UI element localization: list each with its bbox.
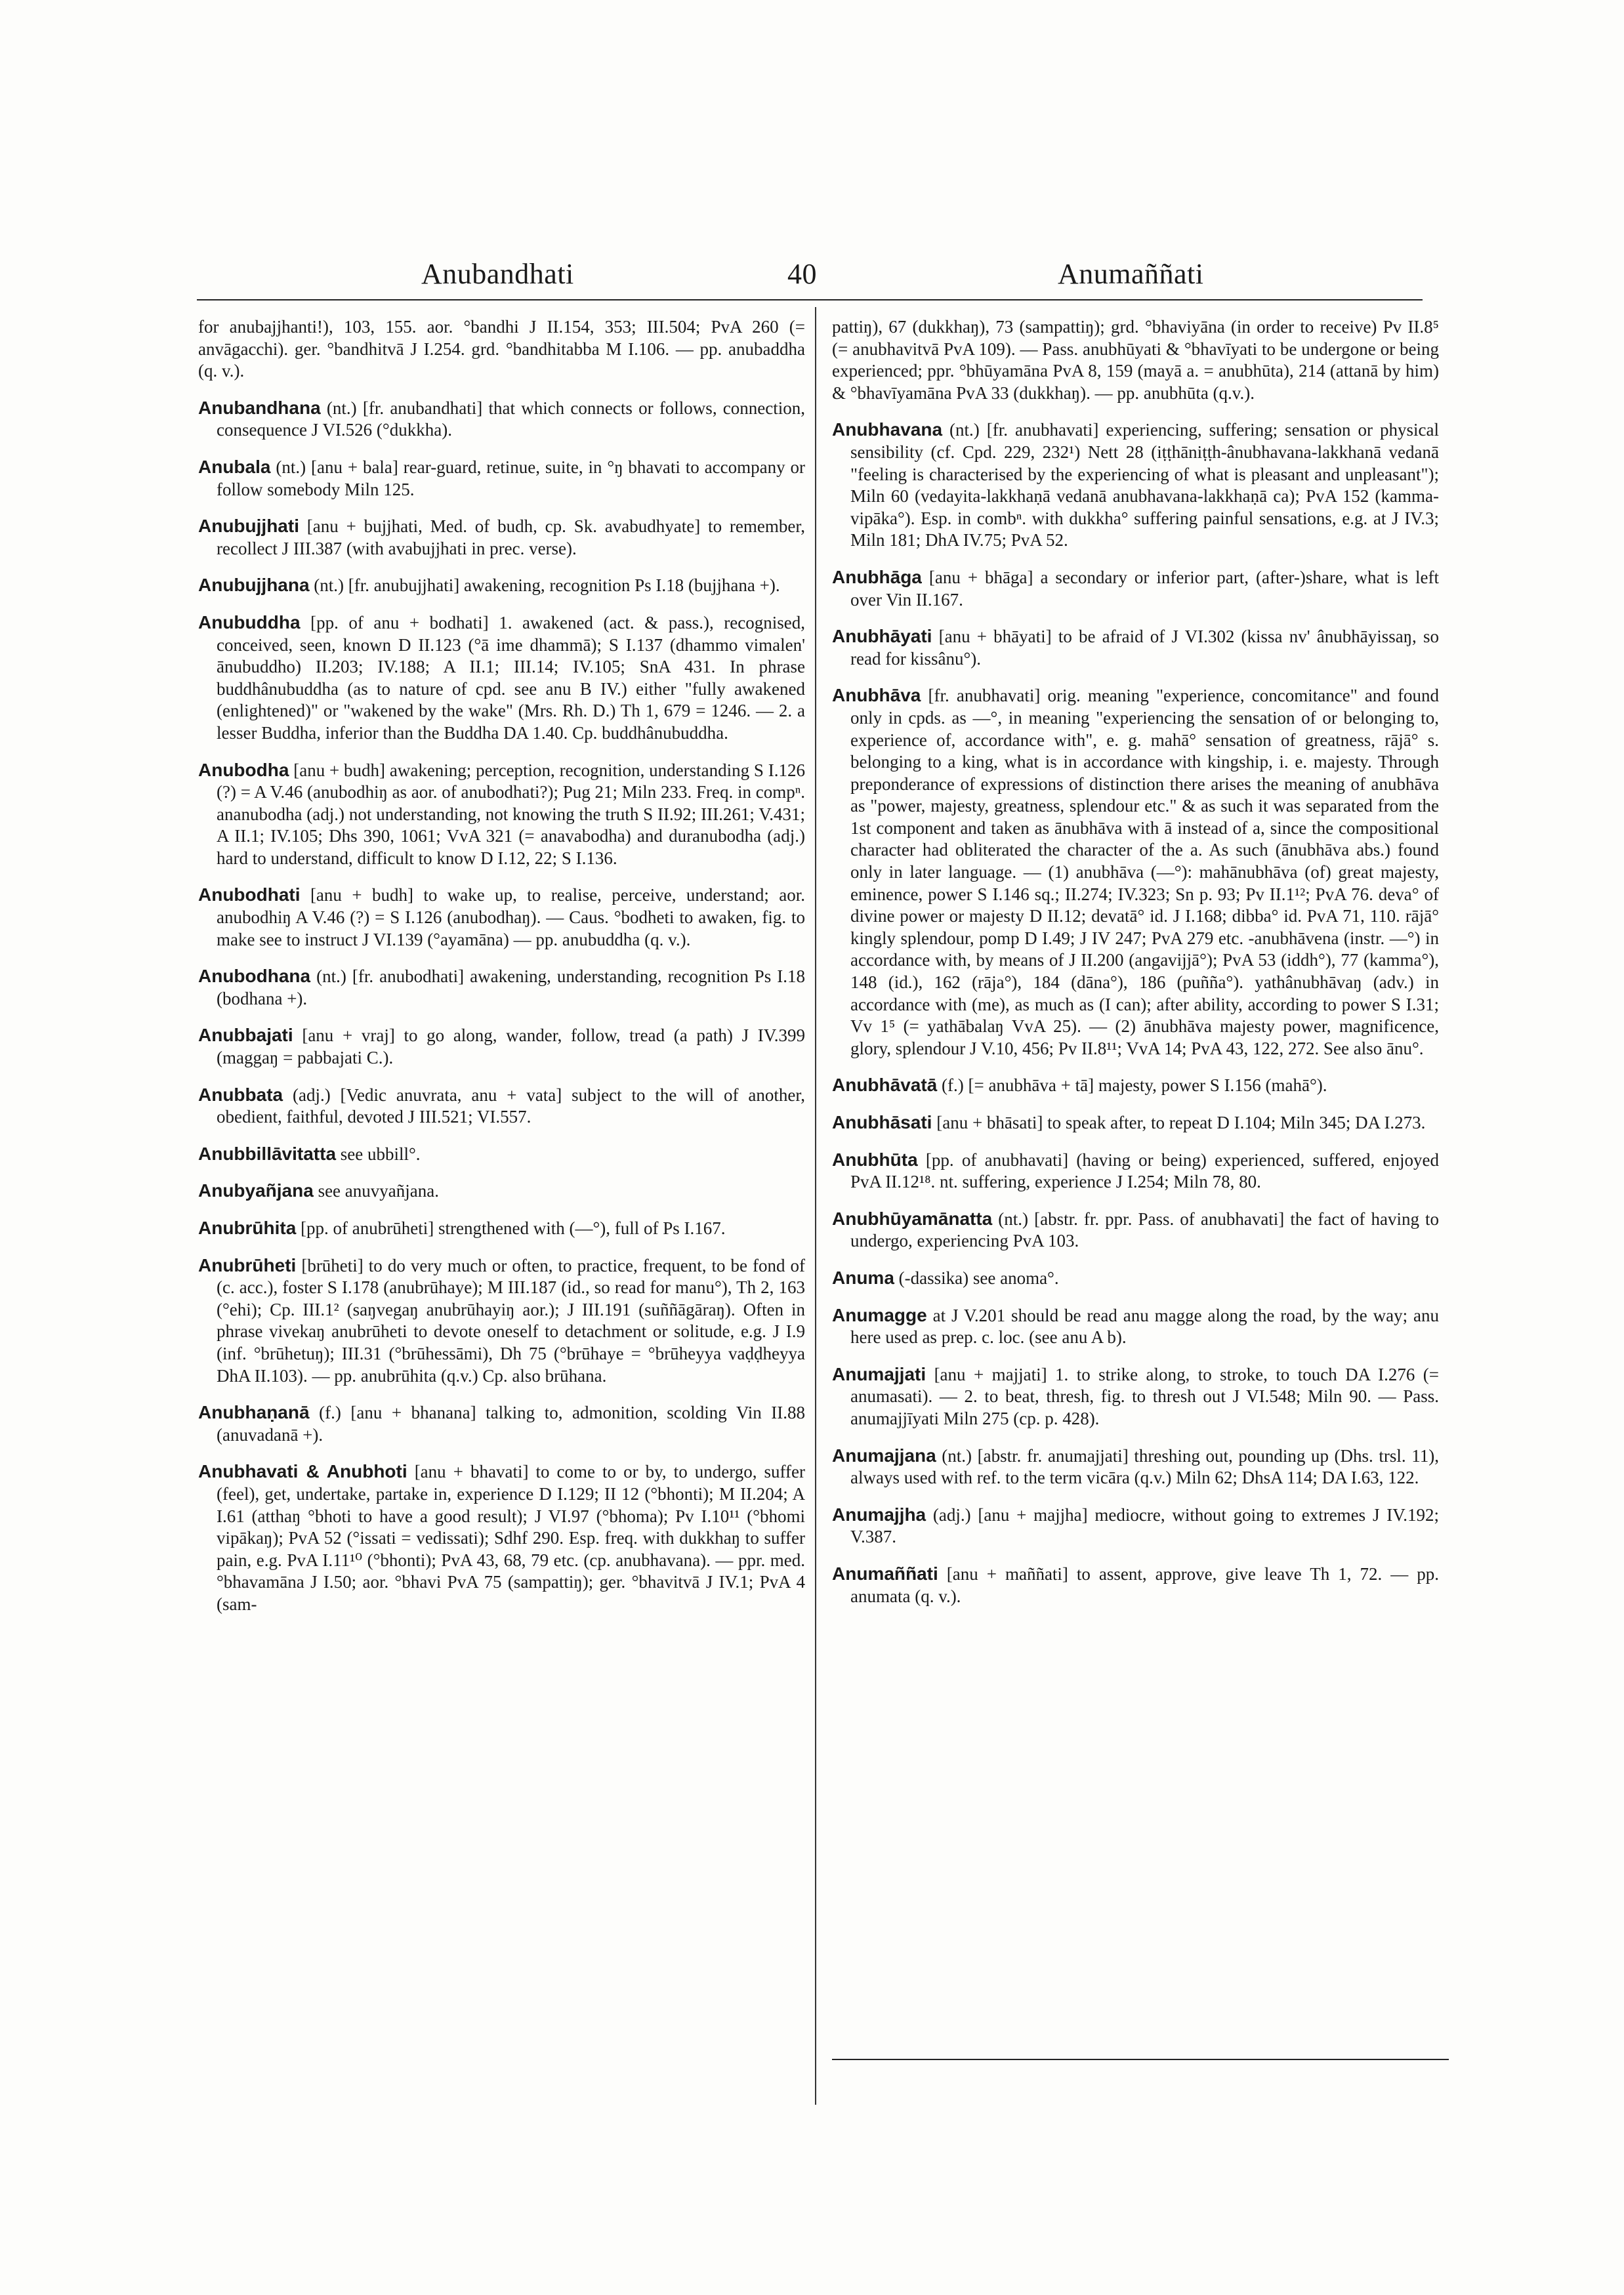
entry-definition: (f.) [= anubhāva + tā] majesty, power S I.156 (mahā°). [937,1075,1327,1096]
entry-continuation [832,316,1439,404]
headword: Anubhāyati [832,626,932,647]
dictionary-entry [198,1217,805,1240]
headword: Anumajjana [832,1445,936,1466]
headword: Anubrūheti [198,1254,297,1275]
headword: Anubujjhana [198,575,310,596]
dictionary-entry [832,1504,1439,1548]
headword: Anumajjati [832,1363,927,1384]
dictionary-entry [198,759,805,870]
dictionary-entry [198,1084,805,1128]
running-header [198,257,1419,297]
entry-definition: [anu + bhāsati] to speak after, to repeat D I.104; Miln 345; DA I.273. [932,1113,1426,1132]
headword: Anubodha [198,759,289,780]
entry-definition: (nt.) [fr. anubandhati] that which connects or follows, connection, consequence J VI.526 (°dukkha). [217,398,805,440]
entry-definition: for anubajjhanti!), 103, 155. aor. °bandhi J II.154, 353; III.504; PvA 260 (= anvāgacchi). ger. °bandhitvā J I.254. grd. °bandhitabba M I.106. — pp. anubaddha (q. v.). [198,317,805,381]
entry-definition: [anu + majjati] 1. to strike along, to stroke, to touch DA I.276 (= anumasati). — 2. to beat, thresh, fig. to thresh out J VI.548; Miln 90. — Pass. anumajjīyati Miln 275 (cp. p. 428). [850,1364,1439,1428]
dictionary-entry [832,1074,1439,1097]
headword: Anubodhati [198,884,301,905]
headword: Anubhāvatā [832,1075,938,1096]
right-column [832,316,1439,1622]
entry-definition: (adj.) [Vedic anuvrata, anu + vata] subject to the will of another, obedient, faithful, devoted J III.521; VI.557. [217,1085,805,1127]
dictionary-entry [832,419,1439,552]
entry-definition: pattiŋ), 67 (dukkhaŋ), 73 (sampattiŋ); grd. °bhaviyāna (in order to receive) Pv II.8⁵ (= anubhavitvā PvA 109). — Pass. anubhūyati & °bhavīyati to be undergone or being experienced; ppr. °bhūyamāna PvA 8, 159 (mayā a. = anubhūta), 214 (attanā by him) & °bhavīyamāna PvA 33 (dukkhaŋ). — pp. anubhūta (q.v.). [832,317,1439,403]
dictionary-entry [198,1180,805,1203]
dictionary-entry [832,566,1439,611]
entry-definition: [anu + bhāyati] to be afraid of J VI.302 (kissa nv' ânubhāyissaŋ, so read for kissânu°). [850,627,1439,669]
entry-definition: (nt.) [abstr. fr. ppr. Pass. of anubhavati] the fact of having to undergo, experiencing PvA 103. [850,1209,1439,1251]
dictionary-entry [198,965,805,1010]
dictionary-entry [832,684,1439,1060]
entry-definition: [pp. of anubhavati] (having or being) experienced, suffered, enjoyed PvA II.12¹⁸. nt. suffering, experience J I.254; Miln 78, 80. [850,1149,1439,1192]
dictionary-entry [198,397,805,442]
entry-definition: (f.) [anu + bhanana] talking to, admonition, scolding Vin II.88 (anuvadanā +). [217,1403,805,1445]
entry-definition: at J V.201 should be read anu magge along the road, by the way; anu here used as prep. c. loc. (see anu A b). [850,1305,1439,1348]
entry-definition: see ubbill°. [336,1144,421,1164]
headword: Anubujjhati [198,516,299,537]
entry-definition: [anu + vraj] to go along, wander, follow, tread (a path) J IV.399 (maggaŋ = pabbajati C.). [217,1025,805,1068]
headword: Anubhāva [832,685,921,706]
end-rule [832,2059,1449,2060]
headword: Anubbajati [198,1025,293,1046]
entry-definition: (nt.) [anu + bala] rear-guard, retinue, suite, in °ŋ bhavati to accompany or follow somebody Miln 125. [217,457,805,499]
dictionary-entry [832,1445,1439,1489]
entry-definition: [anu + bhavati] to come to or by, to undergo, suffer (feel), get, undertake, partake in, experience D I.129; II 12 (°bhonti); M II.204; A I.61 (atthaŋ °bhoti to have a good result); J VI.97 (°bhoma); Pv I.10¹¹ (°bhomi vipākaŋ); PvA 52 (°issati = vedissati); Sdhf 290. Esp. freq. with dukkhaŋ to suffer pain, e.g. PvA I.11¹⁰ (°bhonti); PvA 43, 68, 79 etc. (cp. anubhavana). — ppr. med. °bhavamāna J I.50; aor. °bhavi PvA 75 (sampattiŋ); ger. °bhavitvā J IV.1; PvA 4 (sam- [217,1462,805,1614]
headword: Anubhaṇanā [198,1402,310,1423]
dictionary-entry [832,1563,1439,1607]
headword: Anubala [198,456,271,477]
headword: Anubbillāvitatta [198,1143,337,1164]
entry-definition: [pp. of anu + bodhati] 1. awakened (act. & pass.), recognised, conceived, seen, known D II.123 (°ā ime dhammā); S I.137 (dhammo vimalen' ānubuddho) II.203; IV.188; A II.1; III.14; IV.105; SnA 431. In phrase buddhânubuddha (as to nature of cpd. see anu B IV.) either "fully awakened (enlightened)" or "wakened by the wake" (Mrs. Rh. D.) Th 1, 679 = 1246. — 2. a lesser Buddha, inferior than the Buddha DA 1.40. Cp. buddhânubuddha. [217,612,805,743]
dictionary-entry [832,1111,1439,1134]
dictionary-entry [832,1208,1439,1252]
entry-definition: [anu + bhāga] a secondary or inferior part, (after-)share, what is left over Vin II.167. [850,567,1439,610]
header-rule [197,299,1423,300]
entry-definition: [pp. of anubrūheti] strengthened with (—°), full of Ps I.167. [296,1218,726,1238]
dictionary-entry [832,1304,1439,1349]
dictionary-entry [198,884,805,951]
headword: Anubodhana [198,966,311,987]
headword: Anubuddha [198,611,301,632]
entry-definition: [brūheti] to do very much or often, to practice, frequent, to be fond of (c. acc.), foster S I.178 (anubrūhaye); M III.187 (id., so read for manu°), Th 2, 163 (°ehi); Cp. III.1² (saŋvegaŋ anubrūhayiŋ aor.); J III.191 (suññāgāraŋ). Often in phrase vivekaŋ anubrūheti to devote oneself to detachment or solitude, e.g. J I.9 (inf. °brūhetuŋ); III.31 (°brūhessāmi), Dh 75 (°brūhaye = °brūheyya vaḍḍheyya DhA II.103). — pp. anubrūhita (q.v.) Cp. also brūhana. [217,1255,805,1386]
page-number: 40 [787,258,817,290]
headword: Anubrūhita [198,1218,297,1238]
headword: Anumagge [832,1304,927,1325]
left-column [198,316,805,1630]
dictionary-entry [832,1363,1439,1430]
entry-definition: (nt.) [fr. anubhavati] experiencing, suffering; sensation or physical sensibility (cf. Cpd. 229, 232¹) Nett 28 (iṭṭhāniṭṭh-ânubhavana-lakkhanā vedanā "feeling is characterised by the experiencing of what is pleasant and unpleasant"); Miln 60 (vedayita-lakkhaṇā vedanā anubhavana-lakkhaṇā ca); PvA 152 (kamma-vipāka°). Esp. in combⁿ. with dukkha° suffering painful sensations, e.g. at J IV.3; Miln 181; DhA IV.75; PvA 52. [850,420,1439,550]
dictionary-entry [832,1149,1439,1193]
entry-definition: [fr. anubhavati] orig. meaning "experience, concomitance" and found only in cpds. as —°, in meaning "experiencing the sensation of or belonging to, experience of, accordance with", e. g. mahā° sensation of greatness, rājā° s. belonging to a king, what is in accordance with kingship, i. e. majesty. Through preponderance of expressions of distinction there arises the meaning of anubhāva as "power, majesty, greatness, splendour etc." & as such it was separated from the 1st component and taken as ānubhāva with ā instead of a, since the compositional character had obliterated the character of the a. As such (ānubhāva abs.) found only in later language. — (1) anubhāva (—°): mahānubhāva (of) great majesty, eminence, power S I.146 sq.; II.274; IV.323; Sn p. 93; Pv II.1¹²; PvA 76. deva° of divine power or majesty D II.12; devatā° id. J I.168; dibba° id. PvA 71, 110. rājā° kingly splendour, pomp D I.49; J IV 247; PvA 279 etc. -anubhāvena (instr. —°) in accordance with, by means of J II.200 (angavijjā°); PvA 53 (iddh°), 77 (kamma°), 148 (id.), 162 (rāja°), 184 (dāna°), 186 (puñña°). yathânubhāvaŋ (adv.) in accordance with (me), as much as (I can); after ability, according to power S I.31; Vv 1⁵ (= yathābalaŋ VvA 25). — (2) ānubhāva majesty power, magnificence, glory, splendour J V.10, 456; Pv II.8¹¹; VvA 14; PvA 43, 122, 272. See also ānu°. [850,686,1439,1058]
dictionary-entry [198,1143,805,1166]
entry-definition: [anu + budh] awakening; perception, recognition, understanding S I.126 (?) = A V.46 (anubodhiŋ as aor. of anubodhati?); Pug 21; Miln 233. Freq. in compⁿ. ananubodha (adj.) not understanding, not knowing the truth S II.92; III.261; V.431; A II.1; IV.105; Dhs 390, 1061; VvA 321 (= anavabodha) and duranubodha (adj.) hard to understand, difficult to know D I.12, 22; S I.136. [217,760,805,868]
headword: Anubbata [198,1084,283,1105]
headword: Anubyañjana [198,1180,314,1201]
headword: Anubhavati & Anubhoti [198,1461,407,1482]
entry-definition: (nt.) [abstr. fr. anumajjati] threshing out, pounding up (Dhs. trsl. 11), always used with ref. to the term vicāra (q.v.) Miln 62; DhsA 114; DA I.63, 122. [850,1445,1439,1488]
entry-definition: [anu + maññati] to assent, approve, give leave Th 1, 72. — pp. anumata (q. v.). [850,1563,1439,1606]
headword: Anumajjha [832,1504,927,1525]
entry-definition: [anu + budh] to wake up, to realise, perceive, understand; aor. anubodhiŋ A V.46 (?) = S I.126 (anubodhaŋ). — Caus. °bodheti to awaken, fig. to make see to instruct J VI.139 (°ayamāna) — pp. anubuddha (q. v.). [217,885,805,949]
dictionary-entry [198,1254,805,1388]
headword: Anubhūta [832,1149,918,1170]
dictionary-entry [198,1024,805,1069]
guide-word-right: Anumaññati [1058,258,1204,290]
dictionary-entry [198,456,805,501]
entry-definition: (nt.) [fr. anubujjhati] awakening, recognition Ps I.18 (bujjhana +). [309,575,780,596]
dictionary-entry [198,515,805,560]
dictionary-entry [198,1401,805,1446]
column-divider [815,307,816,2105]
headword: Anumaññati [832,1563,938,1584]
entry-definition: (nt.) [fr. anubodhati] awakening, understanding, recognition Ps I.18 (bodhana +). [217,966,805,1008]
headword: Anubhāsati [832,1112,932,1132]
headword: Anubhāga [832,566,922,587]
headword: Anubhavana [832,419,943,440]
headword: Anubandhana [198,397,321,418]
dictionary-entry [198,611,805,745]
entry-definition: [anu + bujjhati, Med. of budh, cp. Sk. avabudhyate] to remember, recollect J III.387 (with avabujjhati in prec. verse). [217,516,805,558]
entry-definition: see anuvyañjana. [313,1181,439,1201]
entry-definition: (-dassika) see anoma°. [894,1268,1059,1288]
guide-word-left: Anubandhati [421,258,574,290]
dictionary-entry [832,625,1439,670]
dictionary-entry [832,1267,1439,1290]
dictionary-entry [198,1460,805,1615]
headword: Anuma [832,1267,894,1288]
headword: Anubhūyamānatta [832,1208,993,1229]
dictionary-entry [198,574,805,597]
entry-definition: (adj.) [anu + majjha] mediocre, without going to extremes J IV.192; V.387. [850,1504,1439,1547]
entry-continuation [198,316,805,382]
